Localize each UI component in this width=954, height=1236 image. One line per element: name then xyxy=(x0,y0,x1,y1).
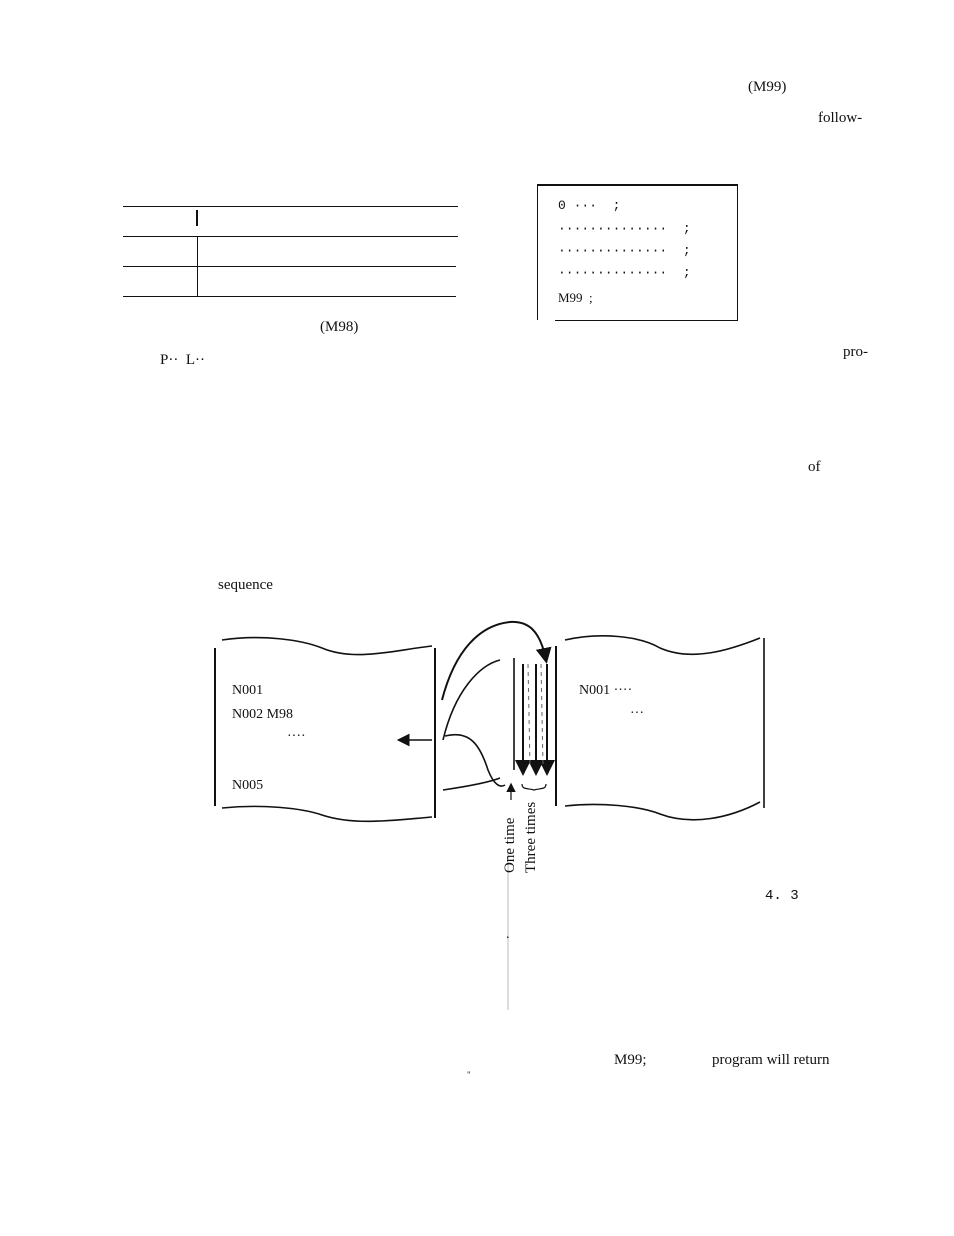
subprogram-line-4: ·············· ; xyxy=(558,265,691,280)
of-word-fragment: of xyxy=(808,459,821,475)
subprogram-line-5: M99 ; xyxy=(558,290,593,305)
follow-word-fragment: follow- xyxy=(818,110,863,126)
main-n002-m98: N002 M98 xyxy=(232,707,294,722)
p-l-format: P·· L·· xyxy=(160,352,205,368)
m98-reference: (M98) xyxy=(320,319,359,335)
call-arrow xyxy=(442,622,546,700)
program-will-return-text: program will return xyxy=(712,1052,830,1068)
main-n005: N005 xyxy=(232,778,264,793)
stray-quote-mark: " xyxy=(467,1070,471,1080)
three-times-label: Three times xyxy=(523,801,539,873)
stray-dot: . xyxy=(506,927,510,942)
sequence-word: sequence xyxy=(218,577,273,593)
m99-reference-top: (M99) xyxy=(748,79,787,95)
m99-reference-bottom: M99; xyxy=(614,1052,647,1068)
subprogram-line-1: 0 ··· ; xyxy=(558,198,621,213)
subprogram-line-3: ·············· ; xyxy=(558,243,691,258)
main-program-panel xyxy=(215,638,435,822)
pro-word-fragment: pro- xyxy=(843,344,868,360)
main-n001: N001 xyxy=(232,683,264,698)
subprogram-line-2: ·············· ; xyxy=(558,221,691,236)
sub-n001: N001 ···· xyxy=(579,683,633,698)
main-ellipsis: ···· xyxy=(287,729,306,744)
figure-number: 4. 3 xyxy=(765,888,799,904)
sub-program-panel xyxy=(556,636,764,820)
sub-ellipsis: ··· xyxy=(630,706,644,721)
one-time-label: One time xyxy=(502,817,518,873)
